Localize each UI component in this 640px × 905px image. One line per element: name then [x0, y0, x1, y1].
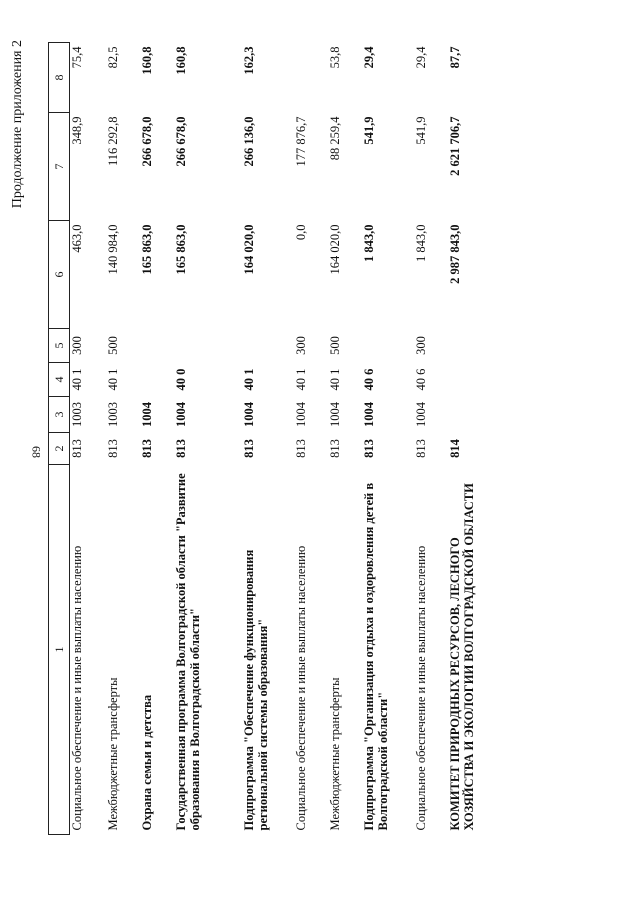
cell-name: Подпрограмма "Организация отдыха и оздоровления детей в Волгоградской области": [361, 482, 390, 831]
cell-code-5: 300: [70, 336, 84, 355]
cell-code-5: [242, 329, 294, 363]
cell-code-3: 1004: [327, 402, 342, 427]
cell-name: Подпрограмма "Обеспечение функционирования региональной системы образования": [241, 549, 270, 831]
cell-code-5: [448, 329, 500, 363]
header-col-5: 5: [49, 329, 70, 363]
cell-value-7: 266 136,0: [241, 116, 256, 167]
cell-value-6: 140 984,0: [105, 224, 120, 275]
cell-name: Межбюджетные трансферты: [327, 677, 342, 831]
cell-name: Охрана семьи и детства: [139, 694, 154, 831]
cell-value-7: 266 678,0: [173, 116, 188, 167]
cell-value-7: 348,9: [70, 116, 84, 145]
cell-code-3: 1004: [293, 402, 308, 427]
cell-value-8: 29,4: [413, 46, 428, 69]
cell-name: Социальное обеспечение и иные выплаты населению: [413, 545, 428, 831]
cell-code-3: 1004: [139, 402, 154, 427]
cell-code-3: [448, 397, 500, 433]
cell-code-2: 813: [293, 439, 308, 458]
table-row: [414, 43, 448, 835]
cell-value-6: 0,0: [293, 224, 308, 241]
cell-value-8: 87,7: [447, 46, 462, 69]
cell-value-8: 82,5: [105, 46, 120, 69]
cell-code-4: [448, 363, 500, 397]
cell-value-8: 160,8: [139, 46, 154, 75]
appendix-caption: Продолжение приложения 2: [10, 40, 25, 209]
cell-code-2: 813: [105, 439, 120, 458]
table-row: [242, 43, 294, 835]
cell-code-2: 814: [447, 439, 462, 458]
cell-code-5: 500: [105, 336, 120, 355]
cell-value-7: 177 876,7: [293, 116, 308, 167]
cell-code-3: 1004: [361, 402, 376, 427]
cell-value-7: 88 259,4: [327, 116, 342, 161]
cell-code-3: 1003: [105, 402, 120, 427]
budget-table: [48, 42, 500, 835]
cell-name: КОМИТЕТ ПРИРОДНЫХ РЕСУРСОВ, ЛЕСНОГО ХОЗЯЙСТВА И ЭКОЛОГИИ ВОЛГОГРАДСКОЙ ОБЛАСТИ: [447, 483, 476, 831]
cell-code-3: 1004: [413, 402, 428, 427]
cell-code-2: 813: [413, 439, 428, 458]
page-number: 68: [29, 446, 44, 458]
cell-name: Социальное обеспечение и иные выплаты населению: [70, 545, 84, 831]
header-col-3: 3: [49, 397, 70, 433]
cell-code-4: 40 1: [293, 368, 308, 391]
cell-value-8: 29,4: [361, 46, 376, 69]
cell-code-4: 40 1: [241, 368, 256, 391]
table-row: [448, 43, 500, 835]
table-row: [106, 43, 140, 835]
cell-value-7: 541,9: [413, 116, 428, 145]
table-row: [140, 43, 174, 835]
cell-code-2: 813: [70, 439, 84, 458]
table-row: [70, 43, 106, 835]
table-row: [328, 43, 362, 835]
header-col-7: 7: [49, 113, 70, 221]
cell-code-5: 300: [293, 336, 308, 355]
cell-value-6: 2 987 843,0: [447, 224, 462, 284]
cell-code-3: 1003: [70, 402, 84, 427]
table-row: [294, 43, 328, 835]
cell-code-2: 813: [361, 439, 376, 458]
cell-name: Социальное обеспечение и иные выплаты населению: [293, 545, 308, 831]
cell-value-8: 75,4: [70, 46, 84, 69]
cell-value-8: 53,8: [327, 46, 342, 69]
cell-code-2: 813: [139, 439, 154, 458]
cell-code-4: 40 6: [361, 368, 376, 391]
cell-value-8: 162,3: [241, 46, 256, 75]
cell-code-4: 40 6: [413, 368, 428, 391]
cell-code-4: 40 1: [70, 368, 84, 391]
cell-value-7: 2 621 706,7: [447, 116, 462, 176]
cell-value-8: [294, 43, 328, 113]
header-col-4: 4: [49, 363, 70, 397]
cell-code-2: 813: [327, 439, 342, 458]
cell-value-7: 541,9: [361, 116, 376, 145]
cell-value-6: 1 843,0: [361, 224, 376, 262]
cell-code-3: 1004: [173, 402, 188, 427]
header-col-2: 2: [49, 433, 70, 465]
cell-value-6: 164 020,0: [241, 224, 256, 275]
cell-code-4: 40 1: [327, 368, 342, 391]
cell-code-5: 500: [327, 336, 342, 355]
cell-code-5: 300: [413, 336, 428, 355]
cell-code-4: 40 1: [105, 368, 120, 391]
cell-value-6: 165 863,0: [139, 224, 154, 275]
cell-code-4: [140, 363, 174, 397]
header-col-8: 8: [49, 43, 70, 113]
cell-code-2: 813: [241, 439, 256, 458]
header-col-1: 1: [49, 465, 70, 835]
table-row: [362, 43, 414, 835]
cell-value-7: 116 292,8: [105, 116, 120, 167]
cell-code-2: 813: [173, 439, 188, 458]
table-header-row: [49, 43, 70, 835]
cell-value-6: 463,0: [70, 224, 84, 253]
cell-code-5: [140, 329, 174, 363]
cell-code-5: [362, 329, 414, 363]
cell-name: Государственная программа Волгоградской области "Развитие образования в Волгоградской области": [173, 473, 202, 831]
cell-value-8: 160,8: [173, 46, 188, 75]
cell-value-7: 266 678,0: [139, 116, 154, 167]
cell-value-6: 164 020,0: [327, 224, 342, 275]
cell-value-6: 1 843,0: [413, 224, 428, 262]
cell-code-4: 40 0: [173, 368, 188, 391]
cell-value-6: 165 863,0: [173, 224, 188, 275]
cell-code-5: [174, 329, 242, 363]
cell-name: Межбюджетные трансферты: [105, 677, 120, 831]
table-row: [174, 43, 242, 835]
header-col-6: 6: [49, 221, 70, 329]
cell-code-3: 1004: [241, 402, 256, 427]
